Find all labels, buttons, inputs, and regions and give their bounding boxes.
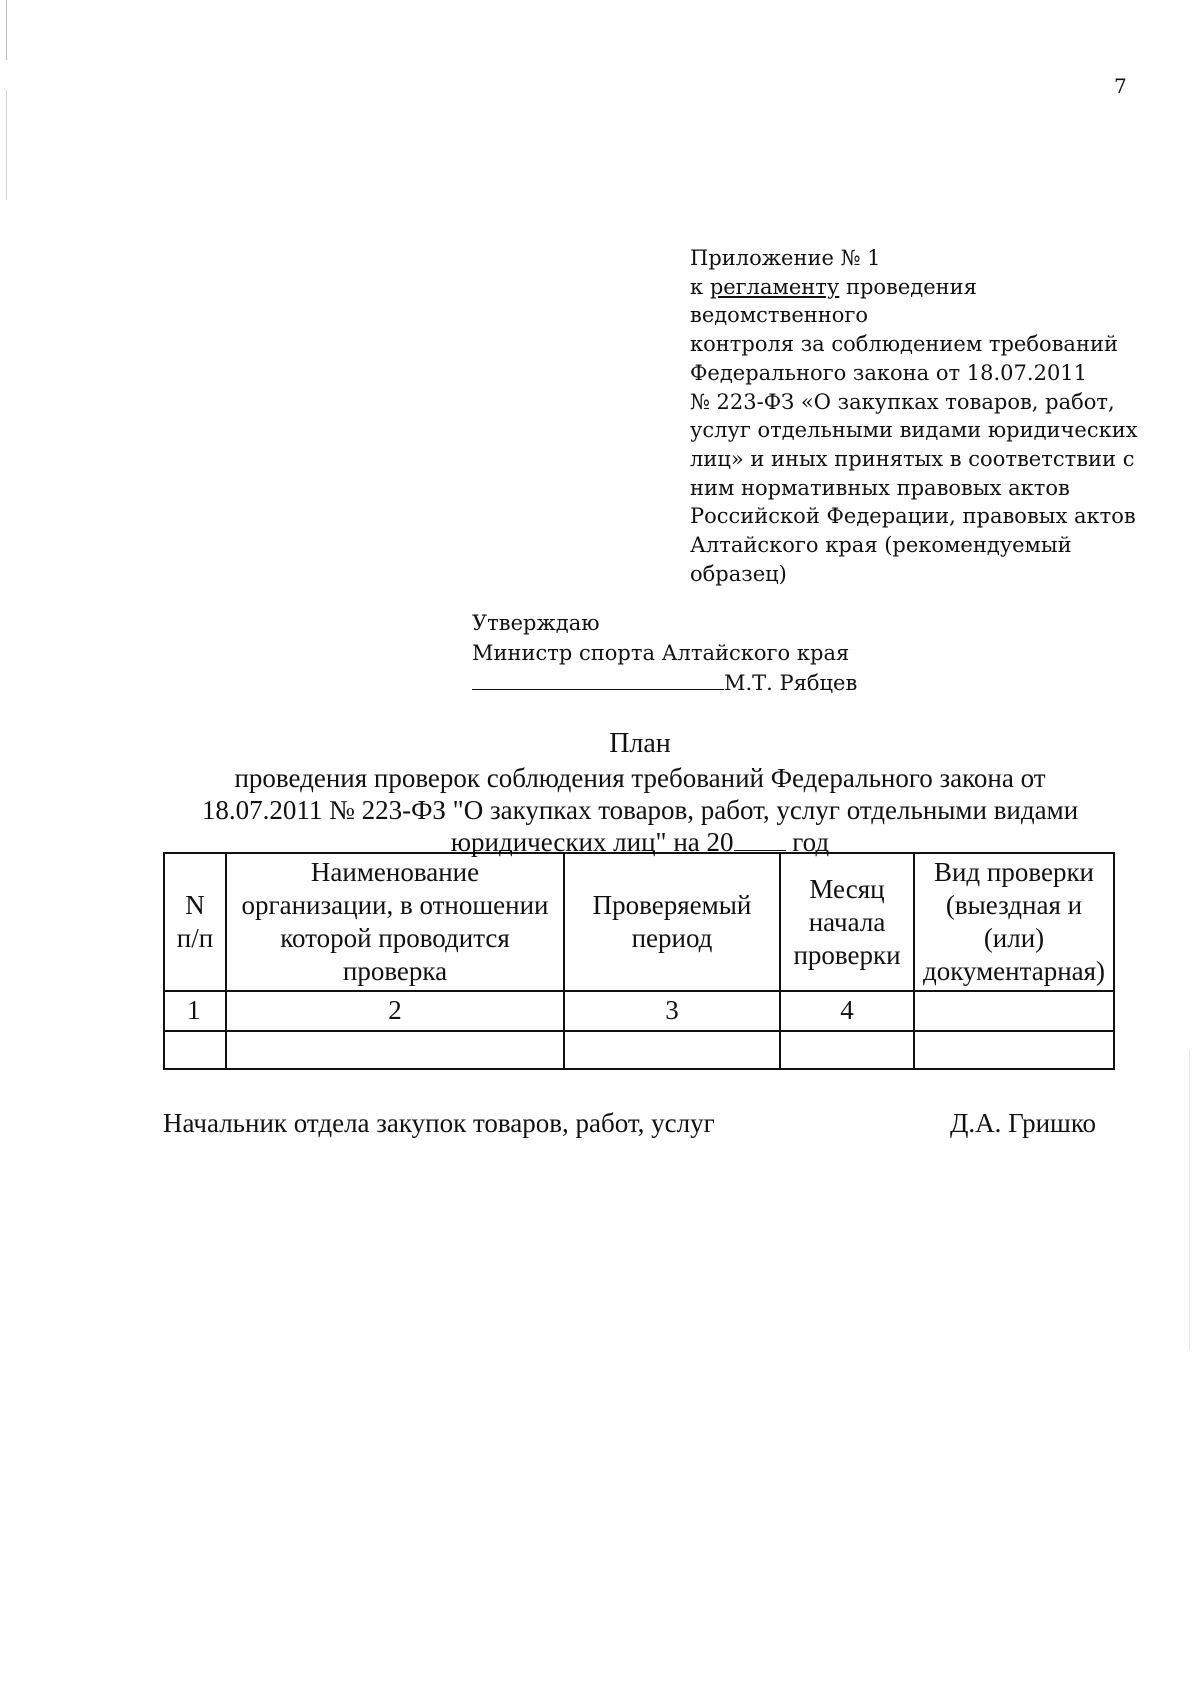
appendix-line: Российской Федерации, правовых актов (690, 504, 1136, 529)
scan-edge-right (1189, 1050, 1190, 1350)
appendix-line: контроля за соблюдением требований (690, 332, 1118, 357)
plan-subtitle (160, 762, 1120, 858)
table-cell: 2 (226, 991, 564, 1031)
table-cell[interactable] (914, 1031, 1114, 1069)
header-cell-month: Месяц начала проверки (780, 853, 914, 991)
signatory-name: Д.А. Гришко (950, 1108, 1097, 1138)
plan-subtitle-line: проведения проверок соблюдения требований Федерального закона от (234, 763, 1046, 793)
signatory-position: Начальник отдела закупок товаров, работ, услуг (163, 1108, 715, 1138)
plan-title: План (609, 728, 671, 759)
table-header-row (164, 853, 1114, 991)
table-cell: 3 (564, 991, 780, 1031)
table-cell (914, 991, 1114, 1031)
appendix-line: ведомственного (690, 303, 869, 328)
table-cell: 4 (780, 991, 914, 1031)
appendix-line: образец) (690, 561, 787, 586)
table-row (164, 991, 1114, 1031)
appendix-line: Алтайского края (рекомендуемый (690, 533, 1072, 558)
page-number: 7 (1114, 74, 1127, 98)
table-cell[interactable] (564, 1031, 780, 1069)
table-cell[interactable] (780, 1031, 914, 1069)
regulation-link[interactable]: регламенту (709, 274, 840, 299)
plan-subtitle-prefix: юридических лиц" на 20 (450, 827, 734, 857)
approver-signature-line (472, 668, 857, 698)
signature-blank (472, 671, 724, 690)
year-blank (734, 830, 786, 851)
table-cell[interactable] (164, 1031, 226, 1069)
approval-label: Утверждаю (472, 611, 600, 635)
approver-position: Министр спорта Алтайского края (472, 641, 850, 665)
approver-name: М.Т. Рябцев (724, 671, 858, 695)
appendix-title: Приложение № 1 (690, 246, 881, 270)
table-cell: 1 (164, 991, 226, 1031)
table-cell[interactable] (226, 1031, 564, 1069)
appendix-block (690, 244, 1138, 588)
approval-block (472, 608, 857, 698)
table-row (164, 1031, 1114, 1069)
appendix-prefix: к (690, 274, 710, 299)
appendix-line: № 223-ФЗ «О закупках товаров, работ, (690, 389, 1115, 414)
appendix-line: Федерального закона от 18.07.2011 (690, 360, 1088, 385)
plan-subtitle-line: 18.07.2011 № 223-ФЗ "О закупках товаров, работ, услуг отдельными видами (201, 795, 1079, 825)
plan-subtitle-suffix: год (785, 827, 830, 857)
header-cell-period: Проверяемый период (564, 853, 780, 991)
scan-edge-left (6, 0, 7, 820)
appendix-line: услуг отдельными видами юридических (690, 418, 1138, 443)
appendix-line: лиц» и иных принятых в соответствии с (690, 446, 1135, 471)
appendix-reference-line (690, 273, 1120, 302)
header-cell-organization: Наименование организации, в отношении которой проводится проверка (226, 853, 564, 991)
appendix-suffix: проведения (839, 274, 977, 299)
appendix-line: ним нормативных правовых актов (690, 475, 1070, 500)
header-cell-type: Вид проверки (выездная и (или) документарная) (914, 853, 1114, 991)
inspection-plan-table (163, 852, 1115, 1070)
header-cell-number: N п/п (164, 853, 226, 991)
